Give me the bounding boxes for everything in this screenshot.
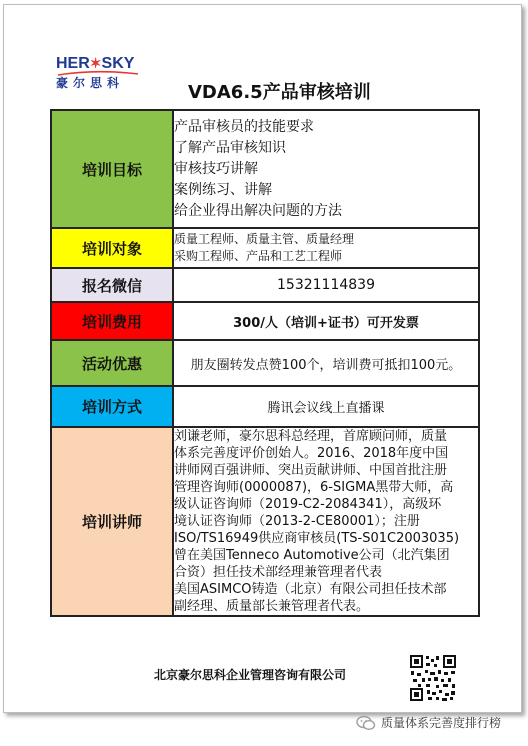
logo-brand: HER✶SKY bbox=[56, 55, 135, 72]
audience-line: 质量工程师、质量主管、质量经理 bbox=[174, 232, 355, 246]
logo-swoosh-icon bbox=[56, 70, 140, 78]
label-fee: 培训费用 bbox=[51, 302, 173, 340]
poster-card bbox=[3, 4, 522, 713]
bio-line: ISO/TS16949供应商审核员(TS-S01C2003035) bbox=[174, 531, 460, 546]
label-audience: 培训对象 bbox=[51, 228, 173, 268]
logo-chinese-name: 豪尔思科 bbox=[56, 76, 125, 90]
value-wechat: 15321114839 bbox=[173, 268, 479, 302]
audience-line: 采购工程师、产品和工艺工程师 bbox=[174, 249, 343, 263]
bio-line: 管理咨询师(0000087)，6-SIGMA黑带大师，高 bbox=[174, 480, 454, 495]
row-wechat bbox=[51, 268, 479, 302]
wechat-logo-icon bbox=[356, 715, 376, 731]
value-promo: 朋友圈转发点赞100个，培训费可抵扣100元。 bbox=[173, 340, 479, 386]
bio-line: 合资）担任技术部经理兼管理者代表 bbox=[174, 565, 383, 580]
goal-line: 产品审核员的技能要求 bbox=[174, 118, 314, 135]
label-goal: 培训目标 bbox=[51, 110, 173, 228]
page-title: VDA6.5产品审核培训 bbox=[188, 82, 371, 103]
bio-line: 体系完善度评价创始人。2016、2018年度中国 bbox=[174, 446, 449, 461]
company-logo bbox=[56, 54, 140, 100]
row-lecturer bbox=[51, 427, 479, 616]
label-promo: 活动优惠 bbox=[51, 340, 173, 386]
row-audience bbox=[51, 228, 479, 268]
value-fee: 300/人（培训+证书）可开发票 bbox=[173, 302, 479, 340]
value-method: 腾讯会议线上直播课 bbox=[173, 386, 479, 427]
qr-code-icon bbox=[409, 654, 457, 702]
goal-line: 案例练习、讲解 bbox=[174, 181, 272, 198]
goal-line: 给企业得出解决问题的方法 bbox=[174, 202, 342, 219]
bio-line: 副经理、质量部长兼管理者代表。 bbox=[174, 599, 370, 614]
label-method: 培训方式 bbox=[51, 386, 173, 427]
bio-line: 级认证咨询师（2019-C2-2084341），高级环 bbox=[174, 497, 442, 512]
goal-line: 了解产品审核知识 bbox=[174, 139, 286, 156]
bio-line: 美国ASIMCO铸造（北京）有限公司担任技术部 bbox=[174, 582, 447, 597]
row-fee bbox=[51, 302, 479, 340]
row-goal bbox=[51, 110, 479, 228]
value-goal bbox=[173, 110, 479, 228]
bio-line: 讲师网百强讲师、突出贡献讲师、中国首批注册 bbox=[174, 463, 448, 478]
bio-line: 刘谦老师，豪尔思科总经理，首席顾问师，质量 bbox=[174, 429, 448, 444]
goal-line: 审核技巧讲解 bbox=[174, 160, 258, 177]
row-promo bbox=[51, 340, 479, 386]
logo-star-icon: ✶ bbox=[89, 55, 102, 71]
label-wechat: 报名微信 bbox=[51, 268, 173, 302]
watermark-text: 质量体系完善度排行榜 bbox=[381, 716, 502, 730]
footer-company-name: 北京豪尔思科企业管理咨询有限公司 bbox=[154, 668, 347, 682]
row-method bbox=[51, 386, 479, 427]
bio-line: 境认证咨询师（2013-2-CE80001）；注册 bbox=[174, 514, 420, 529]
course-info-table bbox=[50, 109, 480, 617]
value-audience bbox=[173, 228, 479, 268]
bio-line: 曾在美国Tenneco Automotive公司（北汽集团 bbox=[174, 548, 450, 563]
wechat-watermark bbox=[356, 714, 501, 731]
value-lecturer bbox=[173, 427, 479, 616]
label-lecturer: 培训讲师 bbox=[51, 427, 173, 616]
